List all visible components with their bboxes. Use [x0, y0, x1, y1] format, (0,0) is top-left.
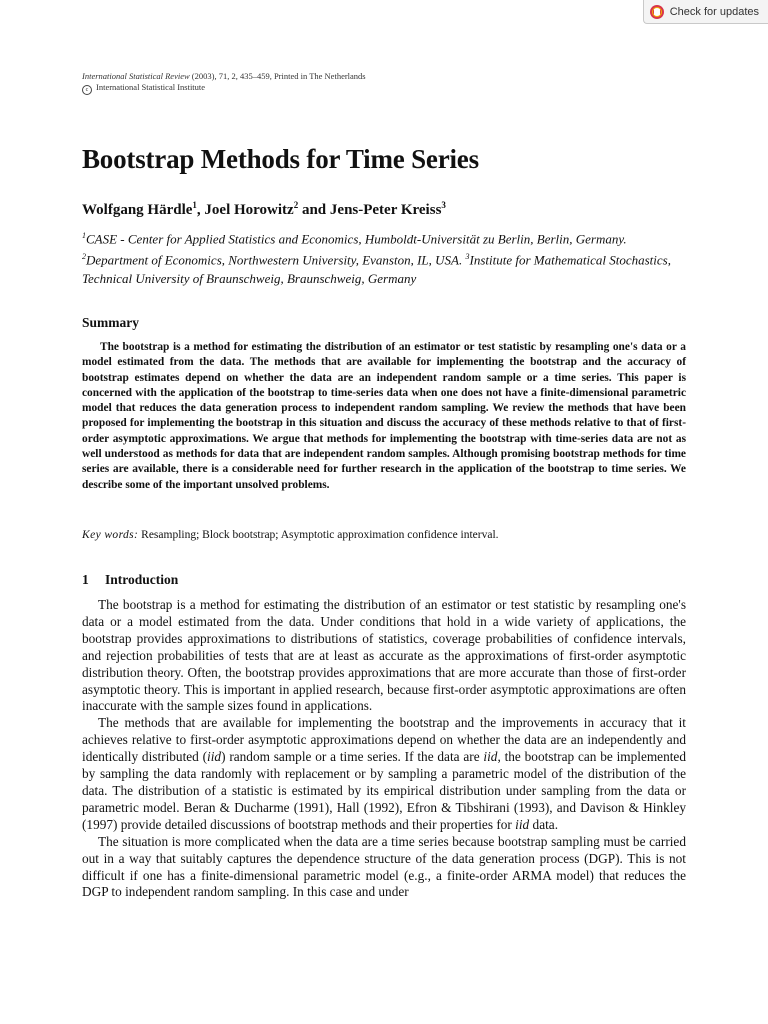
affiliation-mark: 3	[465, 252, 470, 262]
affiliation-text: Institute for Mathematical Stochastics, Technical University of Braunschweig, Braunschweig, Germany	[82, 252, 671, 286]
author-list	[82, 200, 446, 219]
crossmark-icon	[650, 5, 664, 19]
paragraph: The bootstrap is a method for estimating the distribution of an estimator or test statistic by resampling one's data or a model estimated from the data. Under conditions that hold in a wide variety of applications, the bootstrap provides approximations to distributions of statistics, coverage probabilities of confidence intervals, and rejection probabilities of tests that are at least as accurate as the approximations of first-order asymptotic distribution theory. Often, the bootstrap provides approximations that are more accurate than those of first-order asymptotic theory. This is important in applied research, because first-order asymptotic approximations are often inaccurate with the sample sizes found in applications.	[82, 597, 686, 714]
paragraph-run-italic: iid	[207, 749, 222, 765]
check-for-updates-label: Check for updates	[669, 5, 759, 18]
author-name: Joel Horowitz	[204, 202, 294, 218]
paragraph-run: data.	[529, 816, 559, 832]
author-affiliation-mark: 1	[192, 200, 197, 210]
affiliation-text: CASE - Center for Applied Statistics and Economics, Humboldt-Universität zu Berlin, Berlin, Germany.	[86, 231, 627, 247]
copyright-icon: c	[82, 85, 92, 95]
author-affiliation-mark: 2	[293, 200, 299, 210]
check-for-updates-button[interactable]	[643, 0, 768, 24]
publisher-name: International Statistical Institute	[96, 82, 206, 92]
running-head	[82, 71, 366, 95]
introduction-body	[82, 597, 686, 901]
affiliation-mark: 2	[82, 252, 86, 262]
keywords-label: Key words:	[82, 529, 139, 541]
section-title: Introduction	[105, 572, 179, 587]
affiliations	[82, 227, 682, 288]
paper-title: Bootstrap Methods for Time Series	[82, 144, 479, 174]
section-number: 1	[82, 572, 89, 587]
summary-heading: Summary	[82, 315, 139, 330]
paragraph-run: The methods that are available for implementing the bootstrap and the improvements in accuracy that it achieves relative to first-order asymptotic approximations depend on whether the data are an independently and identically distributed (	[82, 715, 686, 765]
author-name: Wolfgang Härdle	[82, 202, 193, 218]
journal-citation	[82, 71, 366, 82]
paragraph	[82, 715, 686, 833]
author-separator: ,	[196, 202, 205, 218]
paragraph-run-italic: iid	[515, 816, 530, 832]
paragraph-run: ) random sample or a time series. If the data are	[221, 749, 484, 765]
citation-details: (2003), 71, 2, 435–459, Printed in The Netherlands	[191, 71, 366, 81]
author-name: Jens-Peter Kreiss	[329, 202, 442, 218]
keywords-line	[82, 529, 499, 541]
paragraph: The situation is more complicated when the data are a time series because bootstrap sampling must be carried out in a way that suitably captures the dependence structure of the data generation process (DGP). This is not difficult if one has a finite-dimensional parametric model (e.g., a finite-order ARMA model) that reduces the DGP to independent random sampling. In this case and under	[82, 833, 686, 900]
affiliation-mark: 1	[82, 231, 86, 240]
publisher-line	[82, 82, 366, 95]
summary-abstract: The bootstrap is a method for estimating the distribution of an estimator or test statistic by resampling one's data or a model estimated from the data. The methods that are available for implementing the bootstrap and the accuracy of bootstrap estimates depend on whether the data are an independent random sample or a time series. This paper is concerned with the application of the bootstrap to time-series data when one does not have a finite-dimensional parametric model that reduces the data generation process to independent random sampling. We review the methods that have been proposed for implementing the bootstrap in this situation and discuss the accuracy of these methods relative to that of first-order asymptotic approximations. We argue that methods for implementing the bootstrap with time-series data are not as well understood as methods for data that are independent random samples. Although promising bootstrap methods for time series are available, there is a considerable need for further research in the application of the bootstrap to time series. We describe some of the important unsolved problems.	[82, 341, 686, 491]
affiliation-text: Department of Economics, Northwestern University, Evanston, IL, USA.	[86, 252, 466, 268]
keywords-text: Resampling; Block bootstrap; Asymptotic approximation confidence interval.	[141, 529, 499, 541]
author-affiliation-mark: 3	[441, 200, 446, 210]
paragraph-run-italic: iid	[483, 749, 498, 765]
section-heading-introduction	[82, 572, 178, 588]
journal-name: International Statistical Review	[82, 71, 190, 81]
author-separator: and	[298, 202, 330, 218]
paragraph-run: , the bootstrap can be implemented by sampling the data randomly with replacement or by sampling a parametric model of the distribution of the data. The distribution of a statistic is estimated by its empirical distribution under sampling from the data or parametric model. Beran & Ducharme (1991), Hall (1992), Efron & Tibshirani (1993), and Davison & Hinkley (1997) provide detailed discussions of bootstrap methods and their properties for	[82, 749, 686, 832]
